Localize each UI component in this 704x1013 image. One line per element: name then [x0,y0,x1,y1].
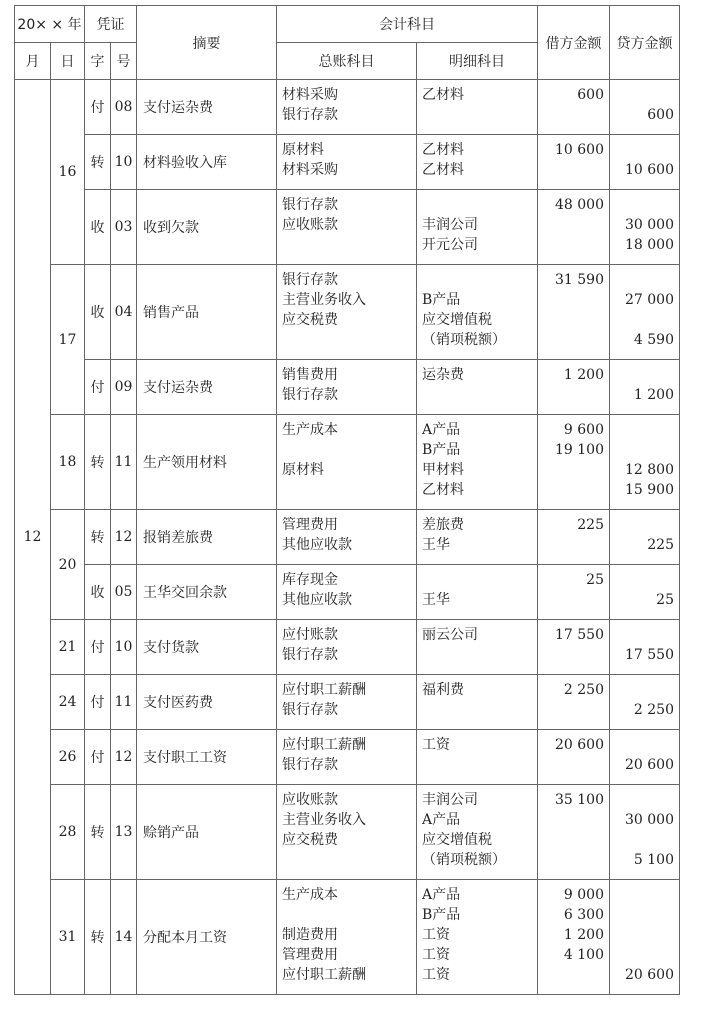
general-account-cell [277,675,417,730]
detail-account-cell-line: 工资 [422,947,450,963]
day-cell: 28 [51,785,85,880]
general-account-cell-line: 主营业务收入 [282,292,366,308]
general-account-cell-line: 应付账款 [282,627,338,643]
voucher-number-cell: 13 [111,785,137,880]
month-header: 月 [15,43,51,80]
voucher-header: 凭证 [85,6,137,43]
day-header: 日 [51,43,85,80]
general-account-cell [277,510,417,565]
debit-amount-cell-line [538,480,604,500]
credit-amount-cell-line [610,85,674,105]
detail-account-cell [417,135,538,190]
general-account-cell-line: 银行存款 [282,702,338,718]
journal-entry-row [15,565,680,620]
credit-header: 贷方金额 [610,6,680,80]
credit-amount-cell-line [610,195,674,215]
journal-entry-row [15,785,680,880]
debit-amount-cell-line [538,850,604,870]
detail-account-cell-line: 应交增值税 [422,832,492,848]
debit-amount-cell-line [538,105,604,125]
credit-amount-cell [610,265,680,360]
credit-amount-cell-line [610,570,674,590]
debit-amount-cell-line: 9 000 [563,887,604,903]
general-account-cell-line [282,850,416,870]
debit-amount-cell-line [538,160,604,180]
summary-header: 摘要 [137,6,277,80]
detail-account-cell-line: 差旅费 [422,517,464,533]
detail-account-cell-line: 乙材料 [422,162,464,178]
debit-amount-cell-line: 35 100 [555,792,604,808]
detail-account-cell-line: （销项税额） [422,852,506,868]
debit-amount-cell [538,620,610,675]
detail-account-cell [417,785,538,880]
credit-amount-cell-line: 12 800 [625,462,674,478]
detail-account-cell-line [422,385,537,405]
detail-account-cell [417,360,538,415]
detail-account-cell-line [422,105,537,125]
voucher-type-cell: 转 [85,510,111,565]
summary-cell: 收到欠款 [137,190,277,265]
day-cell: 20 [51,510,85,620]
detail-account-cell-line: 乙材料 [422,482,464,498]
journal-table [14,5,680,995]
credit-amount-cell-line: 225 [647,537,674,553]
credit-amount-cell-line [610,625,674,645]
general-account-cell [277,730,417,785]
detail-account-cell-line: 运杂费 [422,367,464,383]
credit-amount-cell-line [610,515,674,535]
credit-amount-cell-line [610,310,674,330]
credit-amount-cell-line: 17 550 [625,647,674,663]
credit-amount-cell-line [610,790,674,810]
summary-cell: 报销差旅费 [137,510,277,565]
voucher-number-cell: 05 [111,565,137,620]
credit-amount-cell-line [610,735,674,755]
general-account-cell-line: 银行存款 [282,107,338,123]
day-cell: 16 [51,80,85,265]
debit-amount-cell-line: 4 100 [563,947,604,963]
general-account-cell [277,135,417,190]
journal-entry-row [15,880,680,995]
general-account-cell [277,785,417,880]
credit-amount-cell-line [610,420,674,440]
general-account-cell-line: 银行存款 [282,272,338,288]
credit-amount-cell-line: 2 250 [633,702,674,718]
debit-amount-cell-line: 20 600 [555,737,604,753]
detail-account-cell [417,510,538,565]
credit-amount-cell-line: 30 000 [625,812,674,828]
general-account-cell-line: 库存现金 [282,572,338,588]
debit-amount-cell [538,135,610,190]
general-account-cell [277,80,417,135]
credit-amount-cell-line [610,440,674,460]
credit-amount-cell-line: 25 [656,592,674,608]
summary-cell: 王华交回余款 [137,565,277,620]
general-account-cell-line: 应付职工薪酬 [282,737,366,753]
credit-amount-cell-line [610,830,674,850]
voucher-number-cell: 10 [111,620,137,675]
detail-account-cell-line [422,270,537,290]
voucher-type-cell: 付 [85,675,111,730]
general-account-cell-line: 应付职工薪酬 [282,967,366,983]
credit-amount-cell-line: 18 000 [625,237,674,253]
accounts-header: 会计科目 [277,6,538,43]
debit-amount-cell-line: 600 [577,87,604,103]
summary-cell: 材料验收入库 [137,135,277,190]
debit-amount-cell [538,360,610,415]
journal-entry-row [15,135,680,190]
credit-amount-cell-line: 600 [647,107,674,123]
general-account-cell-line: 制造费用 [282,927,338,943]
journal-entry-row [15,675,680,730]
debit-amount-cell-line: 17 550 [555,627,604,643]
credit-amount-cell-line: 30 000 [625,217,674,233]
general-account-cell [277,360,417,415]
debit-amount-cell-line [538,290,604,310]
day-cell: 21 [51,620,85,675]
voucher-number-cell: 10 [111,135,137,190]
debit-amount-cell-line [538,460,604,480]
debit-header: 借方金额 [538,6,610,80]
detail-account-cell-line: B产品 [422,442,461,458]
general-account-cell-line [282,235,416,255]
credit-amount-cell-line [610,885,674,905]
general-account-cell-line: 应付职工薪酬 [282,682,366,698]
credit-amount-cell [610,730,680,785]
detail-account-cell-line [422,700,537,720]
voucher-number-cell: 08 [111,80,137,135]
general-account-cell [277,565,417,620]
general-account-cell-line: 材料采购 [282,162,338,178]
general-account-cell-line: 银行存款 [282,387,338,403]
summary-cell: 赊销产品 [137,785,277,880]
general-account-cell-line: 原材料 [282,462,324,478]
debit-amount-cell-line: 10 600 [555,142,604,158]
summary-cell: 支付运杂费 [137,360,277,415]
general-account-cell [277,880,417,995]
credit-amount-cell-line [610,365,674,385]
voucher-type-cell: 转 [85,415,111,510]
detail-account-cell-line: 丰润公司 [422,792,478,808]
credit-amount-cell-line [610,945,674,965]
summary-cell: 分配本月工资 [137,880,277,995]
credit-amount-cell [610,80,680,135]
detail-account-cell-line: 开元公司 [422,237,478,253]
voucher-number-cell: 09 [111,360,137,415]
general-account-cell-line: 其他应收款 [282,537,352,553]
voucher-number-cell: 11 [111,675,137,730]
debit-amount-cell-line: 1 200 [563,367,604,383]
credit-amount-cell-line [610,905,674,925]
general-account-cell-line [282,440,416,460]
general-account-cell-line: 应收账款 [282,217,338,233]
voucher-number-cell: 11 [111,415,137,510]
voucher-type-cell: 转 [85,135,111,190]
debit-amount-cell [538,565,610,620]
voucher-number-cell: 14 [111,880,137,995]
credit-amount-cell [610,785,680,880]
debit-amount-cell-line [538,645,604,665]
general-account-cell [277,265,417,360]
voucher-number-cell: 12 [111,510,137,565]
credit-amount-cell-line: 20 600 [625,967,674,983]
voucher-type-cell: 付 [85,730,111,785]
general-account-cell-line: 银行存款 [282,757,338,773]
detail-account-cell [417,415,538,510]
credit-amount-cell [610,135,680,190]
detail-account-cell-line: 甲材料 [422,462,464,478]
general-account-cell-line [282,905,416,925]
detail-account-cell-line: A产品 [422,422,461,438]
general-account-cell [277,415,417,510]
debit-amount-cell-line [538,965,604,985]
credit-amount-cell-line: 5 100 [633,852,674,868]
debit-amount-cell-line [538,385,604,405]
journal-entry-row [15,80,680,135]
summary-cell: 生产领用材料 [137,415,277,510]
detail-account-cell-line: 王华 [422,592,450,608]
journal-entry-row [15,190,680,265]
voucher-type-cell: 付 [85,620,111,675]
credit-amount-cell-line: 27 000 [625,292,674,308]
debit-amount-cell-line: 9 600 [563,422,604,438]
detail-account-cell-line: 工资 [422,737,450,753]
voucher-number-cell: 12 [111,730,137,785]
credit-amount-cell-line [610,925,674,945]
credit-amount-cell-line [610,680,674,700]
debit-amount-cell [538,190,610,265]
detail-account-cell-line: 乙材料 [422,87,464,103]
journal-entry-row [15,510,680,565]
day-cell: 26 [51,730,85,785]
general-account-cell-line: 材料采购 [282,87,338,103]
general-account-header: 总账科目 [277,43,417,80]
debit-amount-cell [538,785,610,880]
debit-amount-cell-line [538,330,604,350]
debit-amount-cell-line [538,810,604,830]
debit-amount-cell-line: 6 300 [563,907,604,923]
credit-amount-cell [610,620,680,675]
detail-account-cell-line: 王华 [422,537,450,553]
journal-entry-row [15,265,680,360]
debit-amount-cell-line: 25 [586,572,604,588]
debit-amount-cell-line: 31 590 [555,272,604,288]
header-row-1 [15,6,680,43]
general-account-cell-line: 主营业务收入 [282,812,366,828]
general-account-cell-line: 应交税费 [282,312,338,328]
debit-amount-cell-line: 1 200 [563,927,604,943]
summary-cell: 支付医药费 [137,675,277,730]
detail-account-cell-line: B产品 [422,292,461,308]
credit-amount-cell [610,415,680,510]
number-header: 号 [111,43,137,80]
general-account-cell-line: 管理费用 [282,947,338,963]
day-cell: 31 [51,880,85,995]
detail-account-cell-line: 丽云公司 [422,627,478,643]
day-cell: 17 [51,265,85,415]
detail-account-cell [417,880,538,995]
detail-account-cell [417,620,538,675]
detail-account-cell [417,80,538,135]
general-account-cell-line: 银行存款 [282,647,338,663]
debit-amount-cell-line: 225 [577,517,604,533]
voucher-type-cell: 收 [85,565,111,620]
detail-account-cell-line: 应交增值税 [422,312,492,328]
detail-account-cell [417,265,538,360]
general-account-cell-line: 生产成本 [282,422,338,438]
general-account-cell-line: 银行存款 [282,197,338,213]
general-account-cell-line [282,330,416,350]
debit-amount-cell-line [538,755,604,775]
credit-amount-cell-line: 20 600 [625,757,674,773]
voucher-type-cell: 付 [85,80,111,135]
day-cell: 18 [51,415,85,510]
credit-amount-cell-line: 4 590 [633,332,674,348]
voucher-number-cell: 03 [111,190,137,265]
detail-account-cell-line: A产品 [422,812,461,828]
detail-account-cell-line [422,195,537,215]
voucher-type-cell: 收 [85,265,111,360]
summary-cell: 支付货款 [137,620,277,675]
voucher-type-cell: 收 [85,190,111,265]
general-account-cell-line: 应交税费 [282,832,338,848]
detail-account-cell-line: A产品 [422,887,461,903]
month-cell: 12 [15,80,51,995]
debit-amount-cell-line: 19 100 [555,442,604,458]
summary-cell: 支付运杂费 [137,80,277,135]
debit-amount-cell [538,510,610,565]
credit-amount-cell-line: 15 900 [625,482,674,498]
detail-account-cell-line: （销项税额） [422,332,506,348]
credit-amount-cell [610,360,680,415]
general-account-cell-line: 销售费用 [282,367,338,383]
detail-account-header: 明细科目 [417,43,538,80]
debit-amount-cell-line [538,310,604,330]
general-account-cell-line: 原材料 [282,142,324,158]
credit-amount-cell-line [610,270,674,290]
detail-account-cell-line: 福利费 [422,682,464,698]
general-account-cell [277,190,417,265]
detail-account-cell [417,675,538,730]
debit-amount-cell [538,730,610,785]
general-account-cell [277,620,417,675]
detail-account-cell-line: 工资 [422,967,450,983]
general-account-cell-line [282,480,416,500]
year-header: 20× × 年 [15,6,85,43]
credit-amount-cell [610,565,680,620]
summary-cell: 支付职工工资 [137,730,277,785]
debit-amount-cell-line [538,590,604,610]
voucher-type-cell: 转 [85,880,111,995]
general-account-cell-line: 管理费用 [282,517,338,533]
credit-amount-cell-line: 1 200 [633,387,674,403]
debit-amount-cell [538,880,610,995]
detail-account-cell-line: B产品 [422,907,461,923]
debit-amount-cell-line [538,215,604,235]
voucher-number-cell: 04 [111,265,137,360]
credit-amount-cell [610,675,680,730]
voucher-type-cell: 付 [85,360,111,415]
debit-amount-cell-line [538,235,604,255]
detail-account-cell [417,190,538,265]
credit-amount-cell [610,880,680,995]
journal-body [15,80,680,995]
detail-account-cell [417,565,538,620]
credit-amount-cell [610,510,680,565]
journal-entry-row [15,620,680,675]
journal-entry-row [15,360,680,415]
debit-amount-cell-line [538,700,604,720]
detail-account-cell-line: 乙材料 [422,142,464,158]
debit-amount-cell [538,675,610,730]
debit-amount-cell [538,80,610,135]
credit-amount-cell [610,190,680,265]
general-account-cell-line: 应收账款 [282,792,338,808]
credit-amount-cell-line: 10 600 [625,162,674,178]
debit-amount-cell [538,265,610,360]
day-cell: 24 [51,675,85,730]
detail-account-cell [417,730,538,785]
voucher-type-cell: 转 [85,785,111,880]
debit-amount-cell-line: 48 000 [555,197,604,213]
journal-entry-row [15,730,680,785]
general-account-cell-line: 其他应收款 [282,592,352,608]
debit-amount-cell-line: 2 250 [563,682,604,698]
type-header: 字 [85,43,111,80]
credit-amount-cell-line [610,140,674,160]
detail-account-cell-line [422,645,537,665]
summary-cell: 销售产品 [137,265,277,360]
detail-account-cell-line [422,570,537,590]
journal-entry-row [15,415,680,510]
debit-amount-cell-line [538,535,604,555]
detail-account-cell-line: 丰润公司 [422,217,478,233]
debit-amount-cell-line [538,830,604,850]
general-account-cell-line: 生产成本 [282,887,338,903]
debit-amount-cell [538,415,610,510]
detail-account-cell-line: 工资 [422,927,450,943]
detail-account-cell-line [422,755,537,775]
